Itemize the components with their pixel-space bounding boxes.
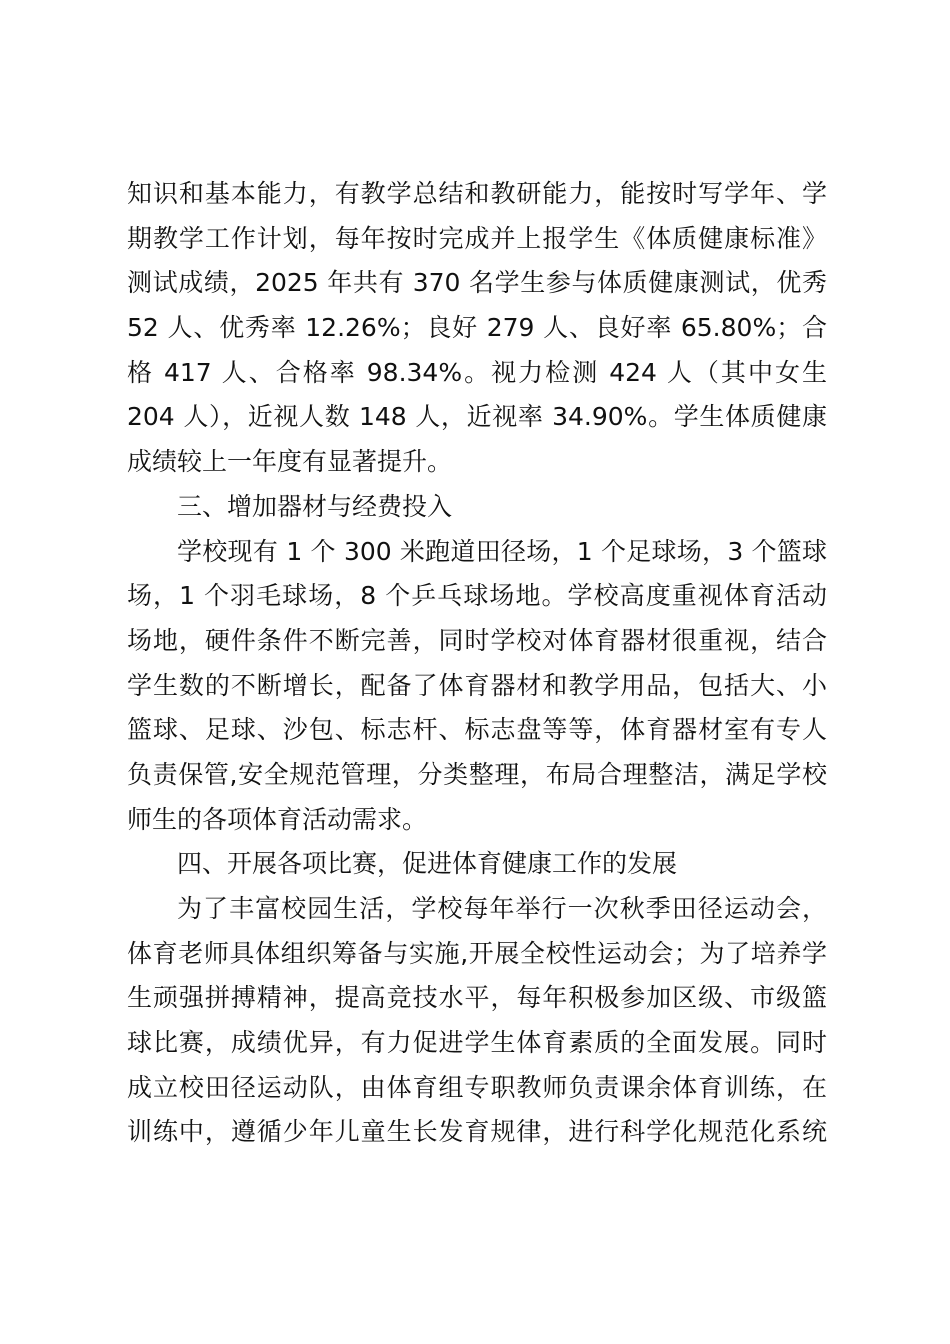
text-line: 生顽强拼搏精神，提高竞技水平，每年积极参加区级、市级篮 [127,983,827,1013]
text-line: 成立校田径运动队，由体育组专职教师负责课余体育训练，在 [127,1072,827,1102]
section-heading: 四、开展各项比赛，促进体育健康工作的发展 [177,849,678,879]
text-line: 为了丰富校园生活，学校每年举行一次秋季田径运动会， [177,894,827,923]
text-line: 学校现有 1 个 300 米跑道田径场，1 个足球场，3 个篮球 [177,536,827,566]
text-line: 场地，硬件条件不断完善，同时学校对体育器材很重视，结合 [127,625,827,655]
text-line: 篮球、足球、沙包、标志杆、标志盘等等，体育器材室有专人 [127,715,827,745]
text-line: 测试成绩，2025 年共有 370 名学生参与体质健康测试，优秀 [127,268,827,298]
section-heading: 三、增加器材与经费投入 [177,491,453,521]
text-line: 学生数的不断增长，配备了体育器材和教学用品，包括大、小 [127,670,827,700]
text-line: 场，1 个羽毛球场，8 个乒乓球场地。学校高度重视体育活动 [127,581,827,611]
text-line: 体育老师具体组织筹备与实施,开展全校性运动会；为了培养学 [127,938,827,968]
text-line: 负责保管,安全规范管理，分类整理，布局合理整洁，满足学校 [127,759,827,789]
text-line: 格 417 人、合格率 98.34%。视力检测 424 人（其中女生 [127,357,827,387]
text-line: 训练中，遵循少年儿童生长发育规律，进行科学化规范化系统 [127,1117,827,1147]
text-line: 52 人、优秀率 12.26%；良好 279 人、良好率 65.80%；合 [127,313,827,343]
text-line: 球比赛，成绩优异，有力促进学生体育素质的全面发展。同时 [127,1028,827,1058]
text-line: 知识和基本能力，有教学总结和教研能力，能按时写学年、学 [127,179,827,208]
text-line: 204 人），近视人数 148 人，近视率 34.90%。学生体质健康 [127,402,827,432]
text-line: 期教学工作计划，每年按时完成并上报学生《体质健康标准》 [127,223,827,253]
body-text [127,172,827,1155]
text-line: 成绩较上一年度有显著提升。 [127,447,453,477]
text-line: 师生的各项体育活动需求。 [127,804,428,834]
